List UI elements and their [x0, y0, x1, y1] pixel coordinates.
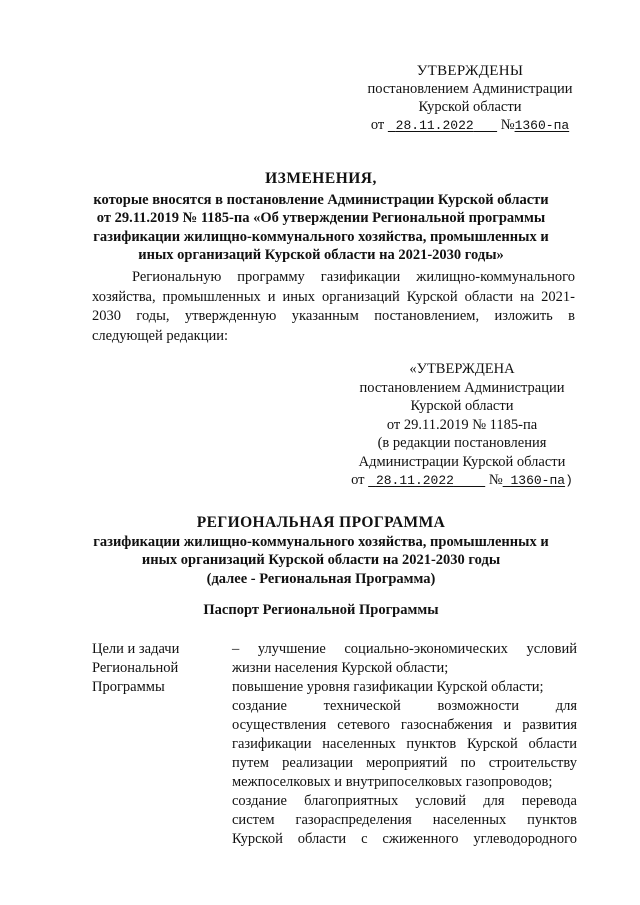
passport-goal-line: Курской области с сжиженного углеводородного	[232, 831, 577, 847]
approval-date-line	[360, 116, 580, 135]
passport-label-line: Цели и задачи	[92, 641, 180, 657]
passport-goal-line: создание благоприятных условий для перевода	[232, 793, 577, 809]
passport-label-line: Программы	[92, 679, 165, 695]
changes-heading: ИЗМЕНЕНИЯ,	[265, 170, 377, 187]
approval2-line-2: Курской области	[410, 398, 514, 414]
passport-goal-line: путем реализации мероприятий по строительству	[232, 755, 577, 771]
passport-goal-line: газификации населенных пунктов Курской области	[232, 736, 577, 752]
approval2-number: 1360-па	[510, 473, 566, 488]
changes-line-3: газификации жилищно-коммунального хозяйства, промышленных и	[93, 228, 549, 245]
program-line-3: (далее - Региональная Программа)	[206, 570, 436, 587]
approval2-number-prefix: №	[488, 472, 503, 488]
approval2-date: 28.11.2022	[375, 473, 454, 488]
approval-line-2: Курской области	[418, 99, 522, 115]
approval2-heading: «УТВЕРЖДЕНА	[409, 361, 515, 377]
approval2-line-1: постановлением Администрации	[359, 379, 565, 396]
passport-goal-line: межпоселковых и внутрипоселковых газопроводов;	[232, 774, 553, 790]
passport-label-line: Региональной	[92, 660, 179, 676]
passport-goal-line: осуществления сетевого газоснабжения и развития	[232, 717, 577, 733]
approval-number: 1360-па	[514, 118, 570, 133]
approval-number-prefix: №	[500, 117, 515, 133]
approval2-line-5: Администрации Курской области	[358, 453, 566, 470]
approval2-closing: )	[565, 473, 573, 488]
changes-line-1: которые вносятся в постановление Администрации Курской области	[93, 191, 549, 208]
passport-goal-line: повышение уровня газификации Курской области;	[232, 679, 544, 695]
approval2-date-line	[342, 471, 582, 491]
approval-stamp-2	[342, 360, 582, 491]
passport-goal-line: – улучшение социально-экономических условий	[232, 641, 577, 657]
approval-heading: УТВЕРЖДЕНЫ	[416, 63, 524, 79]
passport-goal-line: создание технической возможности для	[232, 698, 577, 714]
changes-line-4: иных организаций Курской области на 2021-2030 годы»	[138, 247, 504, 263]
approval-line-1: постановлением Администрации	[367, 81, 573, 97]
program-line-2: иных организаций Курской области на 2021-2030 годы	[141, 552, 501, 568]
approval2-line-4: (в редакции постановления	[377, 435, 547, 451]
passport-goal-line: жизни населения Курской области;	[232, 660, 449, 676]
approval-date: 28.11.2022	[395, 118, 474, 133]
program-title	[68, 514, 574, 588]
approval2-line-3: от 29.11.2019 № 1185-па	[386, 416, 538, 433]
approval-date-prefix: от	[370, 117, 385, 133]
passport-table	[92, 640, 584, 905]
passport-goals	[232, 640, 577, 849]
passport-label	[92, 640, 212, 697]
program-line-1: газификации жилищно-коммунального хозяйства, промышленных и	[93, 533, 549, 550]
changes-title	[68, 170, 574, 265]
passport-goal-line: систем газораспределения населенных пунктов	[232, 812, 577, 828]
approval2-date-prefix: от	[351, 472, 365, 488]
intro-paragraph: Региональную программу газификации жилищно-коммунального хозяйства, промышленных и иных организаций Курской области на 2021-2030 годы, утвержденную указанным постановлением, изложить в следующей редакции:	[92, 269, 575, 344]
passport-title: Паспорт Региональной Программы	[203, 602, 439, 618]
approval-stamp	[360, 62, 580, 135]
changes-line-2: от 29.11.2019 № 1185-па «Об утверждении Региональной программы	[96, 210, 546, 226]
program-heading: РЕГИОНАЛЬНАЯ ПРОГРАММА	[196, 514, 446, 531]
